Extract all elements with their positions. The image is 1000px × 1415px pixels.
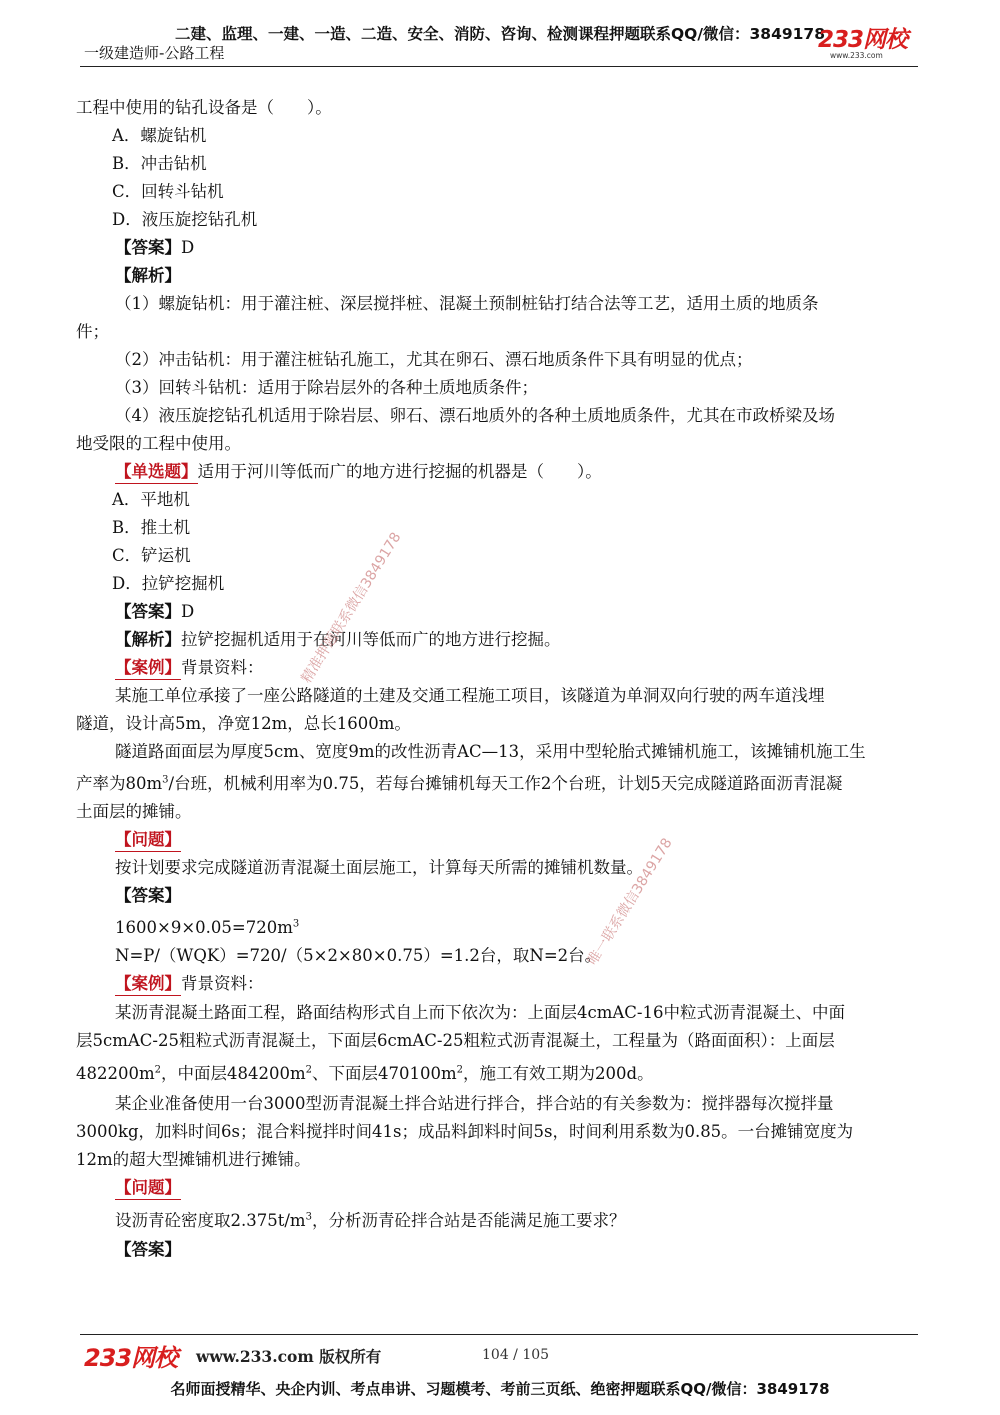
question-tag: 【问题】 (115, 830, 181, 849)
superscript: 3 (292, 918, 300, 930)
case1-paragraph: 隧道路面面层为厚度5cm、宽度9m的改性沥青AC—13，采用中型轮胎式摊铺机施工，该摊铺机施工生 (115, 742, 866, 761)
case1-calc (115, 918, 965, 938)
q1-option-b: B．冲击钻机 (112, 154, 207, 173)
superscript: 2 (456, 1064, 464, 1076)
case1-question: 按计划要求完成隧道沥青混凝土面层施工，计算每天所需的摊铺机数量。 (115, 858, 643, 877)
header-ad: 二建、监理、一建、一造、二造、安全、消防、咨询、检测课程押题联系QQ/微信：3849178 (174, 25, 825, 43)
q2-analysis (115, 630, 965, 650)
footer-copyright: www.233.com 版权所有 (196, 1347, 382, 1366)
answer-tag: 【答案】 (115, 602, 181, 621)
case2-paragraph: 12m的超大型摊铺机进行摊铺。 (76, 1150, 311, 1169)
case2-heading (115, 974, 965, 994)
q1-option-c: C．回转斗钻机 (112, 182, 224, 201)
footer-ad: 名师面授精华、央企内训、考点串讲、习题模考、考前三页纸、绝密押题联系QQ/微信：3849178 (170, 1380, 830, 1398)
case1-calc: N=P/（WQK）=720/（5×2×80×0.75）=1.2台，取N=2台。 (115, 946, 602, 965)
superscript: 3 (162, 774, 169, 786)
subject-title: 一级建造师-公路工程 (84, 44, 225, 62)
case1-paragraph: 土面层的摊铺。 (76, 802, 192, 821)
q1-analysis-line: （3）回转斗钻机：适用于除岩层外的各种土质地质条件； (115, 378, 538, 397)
q1-option-d: D．液压旋挖钻孔机 (112, 210, 258, 229)
answer-value: D (181, 238, 195, 257)
q2-option-d: D．拉铲挖掘机 (112, 574, 225, 593)
case1-answer-tag (115, 886, 965, 906)
case1-paragraph: 某施工单位承接了一座公路隧道的土建及交通工程施工项目，该隧道为单洞双向行驶的两车道浅埋 (115, 686, 825, 705)
q2-option-a: A．平地机 (112, 490, 190, 509)
q2-analysis-text: 拉铲挖掘机适用于在河川等低而广的地方进行挖掘。 (181, 630, 561, 649)
text-run: ，分析沥青砼拌合站是否能满足施工要求？ (311, 1211, 626, 1230)
answer-tag: 【答案】 (115, 886, 181, 905)
watermark: 唯一联系微信3849178 (584, 835, 676, 969)
text-run: 1600×9×0.05=720m (115, 918, 293, 937)
q2-stem (115, 462, 965, 482)
analysis-tag: 【解析】 (115, 266, 181, 285)
superscript: 2 (305, 1064, 313, 1076)
answer-tag: 【答案】 (115, 238, 181, 257)
logo-url: www.233.com (830, 51, 883, 60)
case1-heading (115, 658, 965, 678)
case-tag: 【案例】 (115, 974, 181, 993)
q1-analysis-line: 地受限的工程中使用。 (76, 434, 241, 453)
text-run: 产率为80m (76, 774, 163, 793)
brand-logo (818, 28, 918, 64)
case1-intro: 背景资料： (181, 658, 264, 677)
q2-option-b: B．推土机 (112, 518, 191, 537)
q1-stem: 工程中使用的钻孔设备是（ ）。 (76, 98, 332, 117)
case2-paragraph: 层5cmAC-25粗粒式沥青混凝土，下面层6cmAC-25粗粒式沥青混凝土，工程量为（路面面积）：上面层 (76, 1031, 835, 1050)
question-tag: 【问题】 (115, 1178, 181, 1197)
text-run: ，施工有效工期为200d。 (463, 1064, 654, 1083)
q1-analysis-line: 件； (76, 322, 109, 341)
analysis-tag: 【解析】 (115, 630, 181, 649)
q1-analysis-line: （1）螺旋钻机：用于灌注桩、深层搅拌桩、混凝土预制桩钻打结合法等工艺，适用土质的地质条 (115, 294, 819, 313)
answer-tag: 【答案】 (115, 1240, 181, 1259)
case1-paragraph (76, 774, 926, 794)
case2-question-tag (115, 1178, 965, 1198)
page-number: 104 / 105 (482, 1347, 550, 1363)
q2-option-c: C．铲运机 (112, 546, 191, 565)
footer-logo: 233网校 (84, 1344, 178, 1372)
case1-question-tag (115, 830, 965, 850)
case1-paragraph: 隧道，设计高5m，净宽12m，总长1600m。 (76, 714, 411, 733)
superscript: 3 (305, 1211, 312, 1223)
case2-paragraph: 某企业准备使用一台3000型沥青混凝土拌合站进行拌合，拌合站的有关参数为：搅拌器每次搅拌量 (115, 1094, 834, 1113)
case-tag: 【案例】 (115, 658, 181, 677)
text-run: 设沥青砼密度取2.375t/m (115, 1211, 306, 1230)
q1-option-a: A．螺旋钻机 (112, 126, 207, 145)
q1-analysis-line: （2）冲击钻机：用于灌注桩钻孔施工，尤其在卵石、漂石地质条件下具有明显的优点； (115, 350, 753, 369)
text-run: /台班，机械利用率为0.75，若每台摊铺机每天工作2个台班，计划5天完成隧道路面沥青混凝 (168, 774, 843, 793)
text-run: 、下面层470100m (312, 1064, 457, 1083)
footer-divider (80, 1334, 918, 1335)
case2-paragraph: 3000kg，加料时间6s；混合料搅拌时间41s；成品料卸料时间5s，时间利用系数为0.85。一台摊铺宽度为 (76, 1122, 854, 1141)
case2-intro: 背景资料： (181, 974, 264, 993)
q1-analysis-tag (115, 266, 965, 286)
text-run: ，中面层484200m (161, 1064, 306, 1083)
single-choice-tag: 【单选题】 (115, 462, 198, 481)
case2-paragraph: 某沥青混凝土路面工程，路面结构形式自上而下依次为：上面层4cmAC-16中粒式沥青混凝土、中面 (115, 1003, 845, 1022)
case2-question (115, 1211, 965, 1231)
answer-value: D (181, 602, 195, 621)
q1-answer (115, 238, 965, 258)
watermark: 精准押题联系微信3849178 (298, 529, 405, 687)
text-run: 482200m (76, 1064, 155, 1083)
logo-mark: 233网校 (818, 27, 908, 53)
header-divider (80, 66, 918, 67)
q1-analysis-line: （4）液压旋挖钻孔机适用于除岩层、卵石、漂石地质外的各种土质地质条件，尤其在市政桥梁及场 (115, 406, 835, 425)
q2-answer (115, 602, 965, 622)
q2-stem-text: 适用于河川等低而广的地方进行挖掘的机器是（ ）。 (197, 462, 602, 481)
case2-paragraph (76, 1064, 926, 1084)
superscript: 2 (154, 1064, 162, 1076)
case2-answer-tag (115, 1240, 965, 1260)
